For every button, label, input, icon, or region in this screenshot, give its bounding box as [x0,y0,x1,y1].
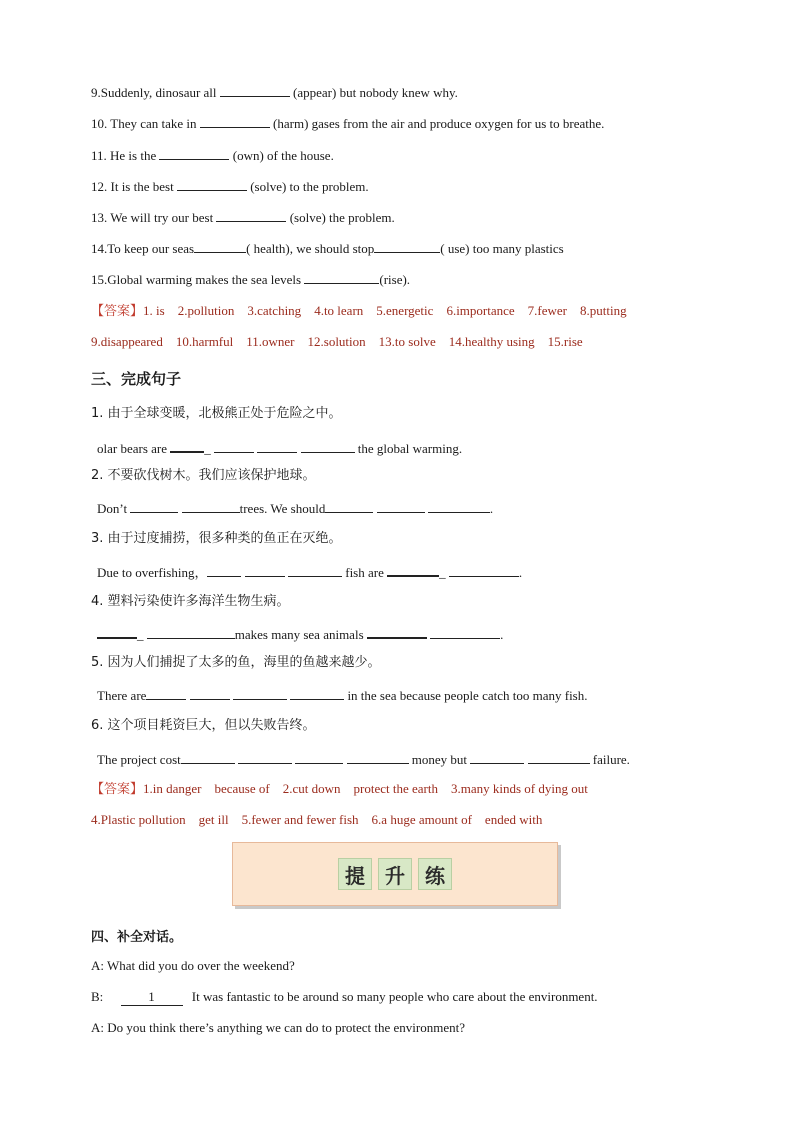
answer-item: 5.energetic [376,303,434,318]
answer-blank[interactable] [430,626,500,639]
answer-item: 9.disappeared [91,334,163,349]
answer-blank[interactable] [295,751,343,764]
answer-item: 7.fewer [527,303,568,318]
answer-blank[interactable] [301,440,355,453]
sentence-answer-line: The project cost money but failure. [97,752,630,767]
question-15: 15.Global warming makes the sea levels (rise). [91,272,411,287]
answer-blank[interactable] [377,500,425,513]
answer-blank[interactable] [214,440,254,453]
section-heading: 四、补全对话。 [91,930,183,945]
answer-item: 6.a huge amount of [371,812,472,827]
answer-blank[interactable] [147,626,235,639]
answer-blank[interactable] [97,625,137,639]
answer-item: 13.to solve [378,334,436,349]
answer-blank[interactable] [177,178,247,191]
answer-item: 2.cut down [282,781,341,796]
answer-key-part3-line2 [91,812,555,828]
answer-blank[interactable] [233,687,287,700]
answer-key-part2-line1: 【答案】1. is 2.pollution 3.catching 4.to learn 5.energetic 6.importance 7.fewer 8.putting [91,303,627,318]
banner-char: 升 [378,858,412,890]
banner-char: 提 [338,858,372,890]
sentence-prompt: 4. 塑料污染使许多海洋生物生病。 [91,594,290,609]
answer-blank[interactable] [238,751,292,764]
question-9: 9.Suddenly, dinosaur all (appear) but nobody knew why. [91,85,458,100]
answer-item: 4.to learn [314,303,364,318]
answer-blank[interactable] [290,687,344,700]
answer-item: ended with [484,812,543,827]
answer-blank[interactable] [428,500,490,513]
answer-blank[interactable] [470,751,524,764]
answer-blank[interactable] [190,687,230,700]
answer-item: 12.solution [307,334,366,349]
answer-blank[interactable] [220,84,290,97]
answer-blank[interactable] [170,439,204,453]
answer-blank[interactable] [194,240,246,253]
practice-banner [232,842,558,906]
answer-blank[interactable] [182,500,240,513]
answer-item: 1. is [143,303,165,318]
answer-blank[interactable] [449,564,519,577]
answer-item: 3.many kinds of dying out [450,781,588,796]
answer-blank[interactable] [257,440,297,453]
sentence-answer-line: _ makes many sea animals . [97,625,503,643]
question-12: 12. It is the best (solve) to the problem. [91,179,369,194]
answer-blank[interactable] [387,563,439,577]
answer-blank[interactable] [325,500,373,513]
question-10: 10. They can take in (harm) gases from the air and produce oxygen for us to breathe. [91,116,605,131]
answer-blank[interactable] [207,564,241,577]
answer-blank[interactable] [528,751,590,764]
answer-item: 5.fewer and fewer fish [241,812,359,827]
answer-item: 3.catching [247,303,302,318]
question-14: 14.To keep our seas ( health), we should stop ( use) too many plastics [91,241,564,256]
answer-blank[interactable] [146,687,186,700]
dialogue-line: A: Do you think there’s anything we can do to protect the environment? [91,1020,466,1035]
answer-blank[interactable] [181,751,235,764]
section-heading: 三、完成句子 [91,370,182,388]
answer-item: 8.putting [580,303,627,318]
answer-item: 4.Plastic pollution [91,812,186,827]
sentence-prompt: 1. 由于全球变暖，北极熊正处于危险之中。 [91,406,342,421]
answer-item: 11.owner [246,334,295,349]
answer-blank[interactable] [374,240,440,253]
sentence-prompt: 2. 不要砍伐树木。我们应该保护地球。 [91,468,316,483]
answer-item: because of [214,781,270,796]
answer-blank[interactable] [245,564,285,577]
dialogue-line: B: 1 It was fantastic to be around so many people who care about the environment. [91,989,598,1004]
answer-key-part2-line2 [91,334,596,350]
sentence-answer-line: Due to overfishing， fish are _ . [97,565,523,580]
answer-item: 14.healthy using [448,334,535,349]
dialogue-blank[interactable]: 1 [121,989,183,1006]
sentence-answer-line: There are in the sea because people catch too many fish. [97,688,588,703]
answer-blank[interactable] [216,209,286,222]
answer-blank[interactable] [200,115,270,128]
answer-blank[interactable] [130,500,178,513]
answer-item: 10.harmful [175,334,234,349]
dialogue-line: A: What did you do over the weekend? [91,958,295,973]
sentence-answer-line: olar bears are _ the global warming. [97,441,463,456]
sentence-prompt: 3. 由于过度捕捞，很多种类的鱼正在灭绝。 [91,531,342,546]
answer-blank[interactable] [347,751,409,764]
answer-blank[interactable] [159,147,229,160]
answer-blank[interactable] [288,564,342,577]
answer-blank[interactable] [304,271,379,284]
sentence-answer-line: Don’t trees. We should . [97,501,494,516]
question-11: 11. He is the (own) of the house. [91,148,334,163]
answer-item: get ill [198,812,229,827]
answer-item: 6.importance [446,303,515,318]
answer-item: 1.in danger [143,781,202,796]
sentence-prompt: 6. 这个项目耗资巨大，但以失败告终。 [91,718,316,733]
sentence-prompt: 5. 因为人们捕捉了太多的鱼，海里的鱼越来越少。 [91,655,381,670]
question-13: 13. We will try our best (solve) the problem. [91,210,395,225]
banner-char: 练 [418,858,452,890]
answer-key-part3-line1: 【答案】1.in danger because of 2.cut down protect the earth 3.many kinds of dying out [91,781,588,796]
answer-item: 15.rise [547,334,583,349]
answer-item: 2.pollution [177,303,235,318]
answer-item: protect the earth [353,781,438,796]
answer-blank[interactable] [367,625,427,639]
